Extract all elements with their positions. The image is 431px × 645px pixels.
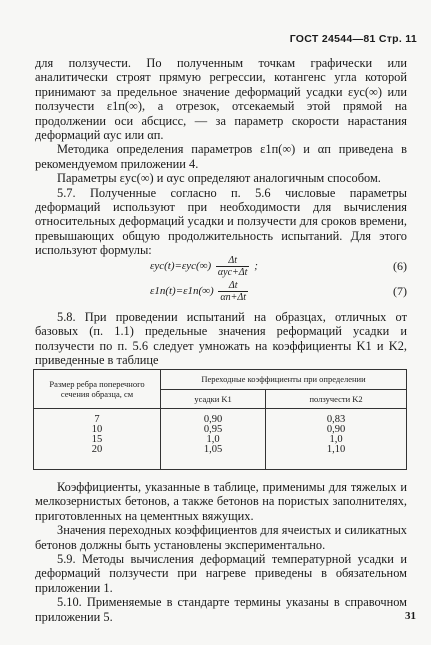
page-number: 31 — [405, 610, 416, 622]
table-header-k1: усадки K1 — [161, 389, 266, 409]
text-block-bottom — [35, 480, 407, 624]
table-cell-size: 15 — [34, 435, 161, 445]
table-header-size: Размер ребра поперечного сечения образца, см — [34, 370, 161, 409]
text-block-top — [35, 56, 407, 258]
paragraph-5-9: 5.9. Методы вычисления деформаций температурной усадки и деформаций ползучести при нагреве приведены в обязательном приложении 1. — [35, 552, 407, 595]
page-header: ГОСТ 24544—81 Стр. 11 — [289, 33, 417, 45]
formula-7-numerator: Δt — [218, 280, 248, 292]
paragraph-regression: для ползучести. По полученным точкам графически или аналитически строят прямую регрессии, котангенс угла которой принимают за предельное значение деформаций усадки εус(∞) или ползучести ε1п(∞), а отрезок, отсекаемый этой прямой на продолжении оси абсцисс, — за параметр скорости нарастания деформаций αус или αп. — [35, 56, 407, 143]
formula-6-lhs: εус(t)=εус(∞) — [150, 260, 212, 273]
table-header-k2: ползучести K2 — [266, 389, 407, 409]
paragraph-5-8: 5.8. При проведении испытаний на образцах, отличных от базовых (п. 1.1) предельные значения реформаций усадки и ползучести по п. 5.6 следует умножать на коэффициенты K1 и K2, приведенные в таблице — [35, 310, 407, 368]
table-cell-size: 20 — [34, 445, 161, 470]
paragraph-5-10: 5.10. Применяемые в стандарте термины указаны в справочном приложении 5. — [35, 595, 407, 624]
text-block-5-8 — [35, 310, 407, 368]
formula-7-denominator: αп+Δt — [220, 292, 247, 303]
coefficients-table — [33, 369, 407, 470]
formula-6-tail: ; — [254, 260, 258, 273]
table-header-group: Переходные коэффициенты при определении — [161, 370, 407, 390]
paragraph-method: Методика определения параметров ε1п(∞) и αп приведена в рекомендуемом приложении 4. — [35, 142, 407, 171]
table-row — [34, 445, 407, 470]
formula-7-number: (7) — [393, 284, 407, 298]
table-cell-k2: 0,83 — [266, 409, 407, 426]
table-cell-k2: 1,0 — [266, 435, 407, 445]
formula-7-fraction — [218, 280, 248, 303]
paragraph-params: Параметры εус(∞) и αус определяют аналогичным способом. — [57, 171, 381, 186]
table-cell-k2: 0,90 — [266, 425, 407, 435]
formula-7-lhs: ε1п(t)=ε1п(∞) — [150, 285, 214, 298]
formula-6-numerator: Δt — [216, 255, 250, 267]
table-cell-k1: 1,0 — [161, 435, 266, 445]
formula-6-number: (6) — [393, 259, 407, 273]
table-cell-size: 10 — [34, 425, 161, 435]
table-cell-k1: 0,90 — [161, 409, 266, 426]
table-cell-k2: 1,10 — [266, 445, 407, 470]
formula-6-denominator: αус+Δt — [217, 267, 248, 278]
table-cell-size: 7 — [34, 409, 161, 426]
paragraph-5-7: 5.7. Полученные согласно п. 5.6 числовые параметры деформаций используют при необходимости для вычисления относительных деформаций усадки и ползучести для сроков времени, превышающих общую продолжительность испытаний. Для этого используют формулы: — [35, 185, 407, 258]
table-cell-k1: 1,05 — [161, 445, 266, 470]
table-row — [34, 425, 407, 435]
paragraph-coefficients: Коэффициенты, указанные в таблице, применимы для тяжелых и мелкозернистых бетонов, а также бетонов на пористых заполнителях, приготовленных на цементных вяжущих. — [35, 480, 407, 523]
table-row — [34, 409, 407, 426]
paragraph-cellular: Значения переходных коэффициентов для ячеистых и силикатных бетонов должны быть установлены экспериментально. — [35, 523, 407, 552]
table-cell-k1: 0,95 — [161, 425, 266, 435]
formula-7 — [0, 276, 431, 306]
formula-6-fraction — [216, 255, 250, 278]
